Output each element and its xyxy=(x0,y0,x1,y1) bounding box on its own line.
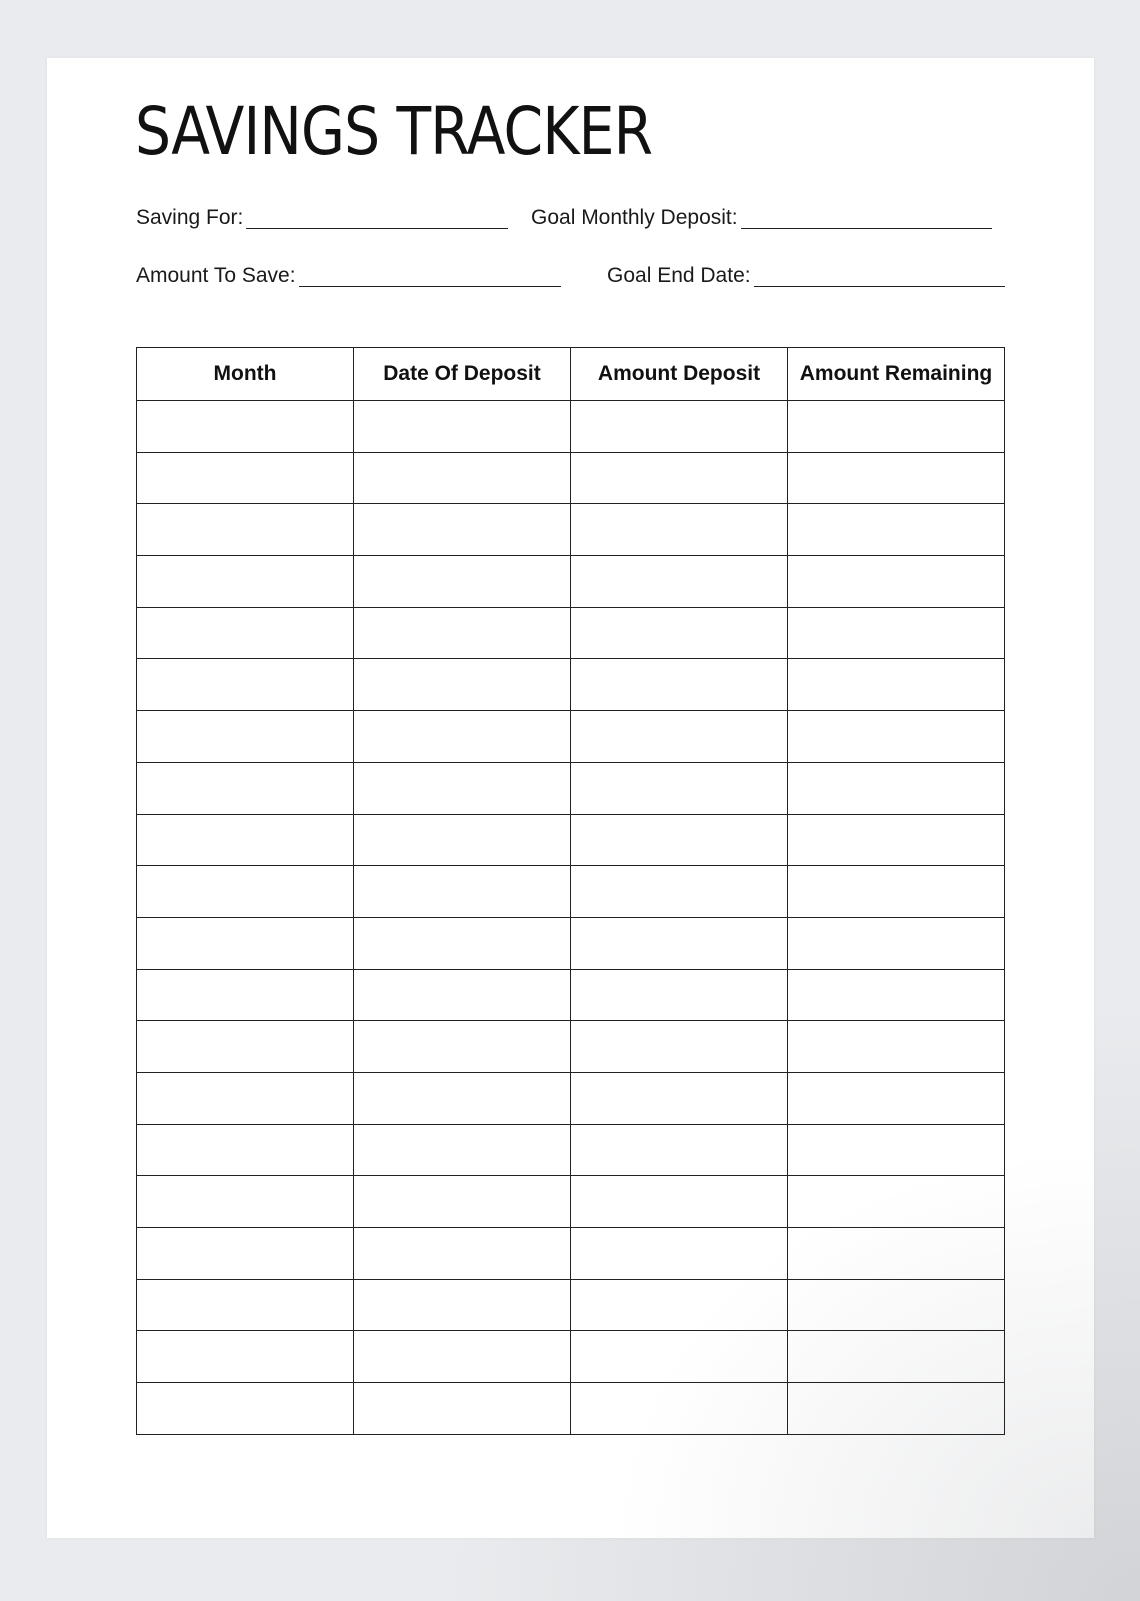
amount-to-save-field xyxy=(136,264,561,288)
month-cell[interactable] xyxy=(137,1331,354,1383)
amount-remaining-cell[interactable] xyxy=(788,762,1005,814)
amount-deposit-cell[interactable] xyxy=(571,659,788,711)
table-row xyxy=(137,1072,1005,1124)
date-of-deposit-cell[interactable] xyxy=(354,1176,571,1228)
amount-remaining-cell[interactable] xyxy=(788,1383,1005,1435)
goal-end-date-label: Goal End Date: xyxy=(607,264,751,287)
amount-remaining-cell[interactable] xyxy=(788,556,1005,608)
month-cell[interactable] xyxy=(137,814,354,866)
amount-deposit-cell[interactable] xyxy=(571,711,788,763)
month-cell[interactable] xyxy=(137,504,354,556)
amount-deposit-cell[interactable] xyxy=(571,556,788,608)
month-cell[interactable] xyxy=(137,607,354,659)
amount-deposit-cell[interactable] xyxy=(571,401,788,453)
table-row xyxy=(137,866,1005,918)
goal-monthly-deposit-field xyxy=(531,206,992,230)
date-of-deposit-cell[interactable] xyxy=(354,1383,571,1435)
table-row xyxy=(137,556,1005,608)
goal-end-date-line[interactable] xyxy=(754,266,1005,287)
table-row xyxy=(137,401,1005,453)
date-of-deposit-cell[interactable] xyxy=(354,401,571,453)
table-row xyxy=(137,1331,1005,1383)
table-row xyxy=(137,762,1005,814)
table-row xyxy=(137,452,1005,504)
month-cell[interactable] xyxy=(137,917,354,969)
table-body xyxy=(137,401,1005,1435)
saving-for-field xyxy=(136,206,508,230)
date-of-deposit-cell[interactable] xyxy=(354,1331,571,1383)
amount-remaining-cell[interactable] xyxy=(788,452,1005,504)
table-row xyxy=(137,969,1005,1021)
month-cell[interactable] xyxy=(137,1124,354,1176)
header-amount-deposit: Amount Deposit xyxy=(571,348,788,401)
page-title: SAVINGS TRACKER xyxy=(135,93,653,170)
amount-deposit-cell[interactable] xyxy=(571,1072,788,1124)
table-row xyxy=(137,1021,1005,1073)
table-row xyxy=(137,1176,1005,1228)
amount-deposit-cell[interactable] xyxy=(571,1279,788,1331)
tracker-sheet xyxy=(47,58,1094,1538)
date-of-deposit-cell[interactable] xyxy=(354,659,571,711)
amount-deposit-cell[interactable] xyxy=(571,969,788,1021)
amount-deposit-cell[interactable] xyxy=(571,1331,788,1383)
amount-remaining-cell[interactable] xyxy=(788,969,1005,1021)
goal-end-date-field xyxy=(607,264,1005,288)
table-row xyxy=(137,1124,1005,1176)
date-of-deposit-cell[interactable] xyxy=(354,866,571,918)
amount-deposit-cell[interactable] xyxy=(571,1176,788,1228)
amount-deposit-cell[interactable] xyxy=(571,917,788,969)
month-cell[interactable] xyxy=(137,401,354,453)
table-row xyxy=(137,504,1005,556)
table-header-row xyxy=(137,348,1005,401)
amount-remaining-cell[interactable] xyxy=(788,814,1005,866)
date-of-deposit-cell[interactable] xyxy=(354,1124,571,1176)
amount-remaining-cell[interactable] xyxy=(788,866,1005,918)
table-row xyxy=(137,1228,1005,1280)
date-of-deposit-cell[interactable] xyxy=(354,1072,571,1124)
amount-deposit-cell[interactable] xyxy=(571,866,788,918)
amount-deposit-cell[interactable] xyxy=(571,452,788,504)
date-of-deposit-cell[interactable] xyxy=(354,969,571,1021)
date-of-deposit-cell[interactable] xyxy=(354,814,571,866)
month-cell[interactable] xyxy=(137,866,354,918)
saving-for-line[interactable] xyxy=(246,208,508,229)
goal-monthly-deposit-label: Goal Monthly Deposit: xyxy=(531,206,738,229)
month-cell[interactable] xyxy=(137,762,354,814)
amount-remaining-cell[interactable] xyxy=(788,1072,1005,1124)
saving-for-label: Saving For: xyxy=(136,206,244,229)
amount-deposit-cell[interactable] xyxy=(571,1021,788,1073)
amount-deposit-cell[interactable] xyxy=(571,504,788,556)
amount-deposit-cell[interactable] xyxy=(571,607,788,659)
amount-deposit-cell[interactable] xyxy=(571,1124,788,1176)
amount-remaining-cell[interactable] xyxy=(788,607,1005,659)
month-cell[interactable] xyxy=(137,1072,354,1124)
date-of-deposit-cell[interactable] xyxy=(354,711,571,763)
amount-remaining-cell[interactable] xyxy=(788,1176,1005,1228)
table-row xyxy=(137,917,1005,969)
amount-remaining-cell[interactable] xyxy=(788,659,1005,711)
header-date-of-deposit: Date Of Deposit xyxy=(354,348,571,401)
table-row xyxy=(137,1279,1005,1331)
amount-to-save-line[interactable] xyxy=(299,266,561,287)
month-cell[interactable] xyxy=(137,1176,354,1228)
month-cell[interactable] xyxy=(137,556,354,608)
month-cell[interactable] xyxy=(137,1383,354,1435)
savings-table xyxy=(136,347,1005,1435)
header-amount-remaining: Amount Remaining xyxy=(788,348,1005,401)
amount-remaining-cell[interactable] xyxy=(788,1331,1005,1383)
amount-deposit-cell[interactable] xyxy=(571,1228,788,1280)
month-cell[interactable] xyxy=(137,711,354,763)
amount-remaining-cell[interactable] xyxy=(788,1021,1005,1073)
table-row xyxy=(137,607,1005,659)
amount-remaining-cell[interactable] xyxy=(788,1124,1005,1176)
amount-remaining-cell[interactable] xyxy=(788,1279,1005,1331)
table-row xyxy=(137,814,1005,866)
amount-remaining-cell[interactable] xyxy=(788,711,1005,763)
date-of-deposit-cell[interactable] xyxy=(354,504,571,556)
month-cell[interactable] xyxy=(137,452,354,504)
month-cell[interactable] xyxy=(137,1021,354,1073)
date-of-deposit-cell[interactable] xyxy=(354,607,571,659)
month-cell[interactable] xyxy=(137,659,354,711)
amount-remaining-cell[interactable] xyxy=(788,401,1005,453)
goal-monthly-deposit-line[interactable] xyxy=(741,208,992,229)
month-cell[interactable] xyxy=(137,1279,354,1331)
table-row xyxy=(137,711,1005,763)
amount-to-save-label: Amount To Save: xyxy=(136,264,296,287)
table-row xyxy=(137,1383,1005,1435)
header-month: Month xyxy=(137,348,354,401)
amount-deposit-cell[interactable] xyxy=(571,814,788,866)
date-of-deposit-cell[interactable] xyxy=(354,917,571,969)
amount-deposit-cell[interactable] xyxy=(571,762,788,814)
month-cell[interactable] xyxy=(137,969,354,1021)
amount-remaining-cell[interactable] xyxy=(788,917,1005,969)
table-row xyxy=(137,659,1005,711)
date-of-deposit-cell[interactable] xyxy=(354,556,571,608)
amount-deposit-cell[interactable] xyxy=(571,1383,788,1435)
date-of-deposit-cell[interactable] xyxy=(354,1021,571,1073)
date-of-deposit-cell[interactable] xyxy=(354,452,571,504)
date-of-deposit-cell[interactable] xyxy=(354,1228,571,1280)
month-cell[interactable] xyxy=(137,1228,354,1280)
date-of-deposit-cell[interactable] xyxy=(354,762,571,814)
amount-remaining-cell[interactable] xyxy=(788,504,1005,556)
amount-remaining-cell[interactable] xyxy=(788,1228,1005,1280)
date-of-deposit-cell[interactable] xyxy=(354,1279,571,1331)
